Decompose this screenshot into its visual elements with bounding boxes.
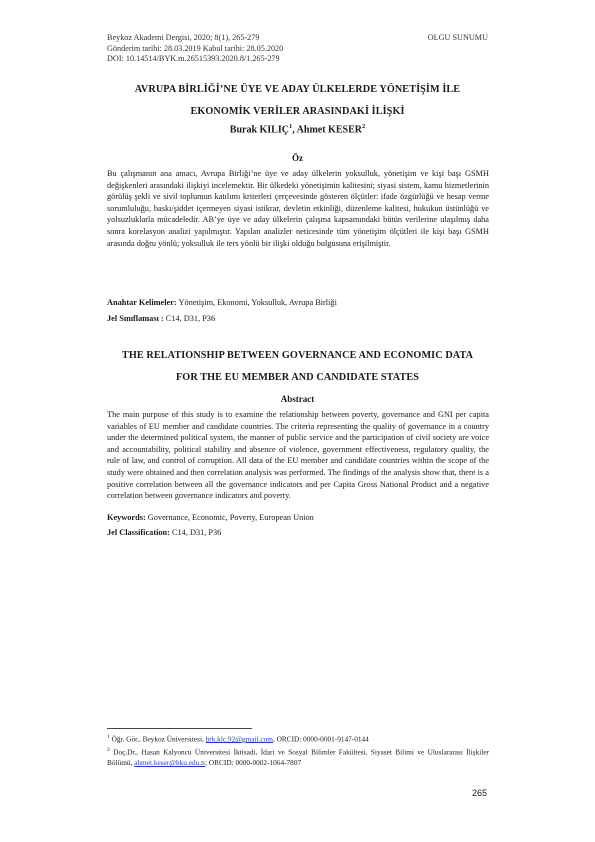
jel-en-label: Jel Classification: — [107, 528, 170, 537]
submission-dates: Gönderim tarihi: 28.03.2019 Kabul tarihi: 28.05.2020 — [107, 43, 284, 53]
abstract-en-heading: Abstract — [280, 394, 315, 404]
footnote-1: $^1$ Öğr. Gör., Beykoz Üniversitesi, brk.klc.92@gmail.com, ORCID: 0000-0001-9147-0144 — [107, 734, 369, 744]
author-1-footnote-mark[interactable]: 1 — [288, 123, 293, 130]
abstract-tr-text: Bu çalışmanın ana amacı, Avrupa Birliği’ne üye ve aday ülkelerin yoksulluk, yönetişim ve kişi başı GSMH değişkenleri arasındaki ilişkiyi incelemektir. Bir ülkedeki yönetişimin kalitesini; siyasi sistem, kamu hizmetlerinin görülüş şekli ve sivil toplumun katılımı kriterleri çerçevesinde gösteren ölçütler: ifade özgürlüğü ve hesap verme sorumluluğu, baskı/şiddet içermeyen siyasi istikrar, devletin etkinliği, düzenleme kalitesi, hukukun üstünlüğü ve yolsuzluklarla mücadeledir. AB’ye üye ve aday ülkelerin çalışma kapsamındaki bütün verilerine ulaşılmış daha sonra korelasyon analizi yapılmıştır. Yapılan analizler neticesinde tüm yönetişim ölçütleri ile kişi başı GSMH arasında doğru yönlü; yoksulluk ile ters yönlü bir ilişki olduğu bulgusuna erişilmiştir. — [107, 169, 489, 248]
jel-tr-value: C14, D31, P36 — [165, 314, 216, 323]
author-2: Ahmet KESER — [296, 124, 362, 136]
keywords-en-label: Keywords: — [107, 513, 146, 522]
title-turkish-line2: EKONOMİK VERİLER ARASINDAKİ İLİŞKİ — [190, 106, 405, 117]
author-1: Burak KILIÇ — [229, 124, 289, 136]
title-english-line2: FOR THE EU MEMBER AND CANDIDATE STATES — [175, 372, 420, 383]
keywords-tr-label: Anahtar Kelimeler: — [107, 298, 177, 307]
page-number: 265 — [471, 788, 487, 798]
journal-citation: Beykoz Akademi Dergisi, 2020; 8(1), 265-279 — [107, 33, 260, 42]
footnote-2: $^2$ Doç.Dr., Hasan Kalyoncu Üniversitesi İktisadi, İdari ve Sosyal Bilimler Fakültesi, Siyaset Bilimi ve Uluslararası İlişkiler Bölümü, ahmet.keser@hku.edu.tr, ORCID: 0000-0002-1064-7807 — [107, 747, 489, 768]
article-category: OLGU SUNUMU — [427, 33, 488, 42]
jel-tr-label: Jel Sınıflaması : — [107, 314, 164, 323]
title-turkish — [100, 79, 495, 123]
abstract-tr-heading: Öz — [292, 153, 303, 163]
author-2-footnote-mark[interactable]: 2 — [361, 123, 366, 130]
abstract-en-text: The main purpose of this study is to examine the relationship between poverty, governance and GNI per capita variables of EU member and candidate countries. The criteria representing the quality of governance in a country under the determined political system, the manner of public service and the participation of civil society are voice and accountability, political stability and absence of violence, government effectiveness, regulatory quality, the rule of law, and control of corruption. All data of the EU member and candidate countries within the scope of the study were obtained and then correlation analysis was performed. The findings of the analysis show that, there is a positive correlation between all the governance indicators and per Capita Gross National Product and a negative correlation between governance indicators and poverty. — [107, 410, 489, 501]
keywords-en-value: Governance, Economic, Poverty, European Union — [147, 513, 314, 522]
title-english — [100, 345, 495, 389]
jel-en — [107, 528, 489, 537]
author-2-email-link[interactable]: ahmet.keser@hku.edu.tr — [134, 758, 206, 768]
keywords-tr-value: Yönetişim, Ekonomi, Yoksulluk, Avrupa Birliği — [178, 298, 337, 307]
title-turkish-line1: AVRUPA BİRLİĞİ’NE ÜYE VE ADAY ÜLKELERDE YÖNETİŞİM İLE — [134, 84, 461, 95]
footnote-divider — [107, 728, 252, 729]
author-1-email-link[interactable]: brk.klc.92@gmail.com — [205, 734, 273, 744]
keywords-tr — [107, 298, 489, 307]
jel-en-value: C14, D31, P36 — [172, 528, 222, 537]
keywords-en — [107, 513, 489, 522]
title-english-line1: THE RELATIONSHIP BETWEEN GOVERNANCE AND ECONOMIC DATA — [121, 350, 474, 361]
journal-header — [107, 33, 283, 65]
doi: DOI: 10.14514/BYK.m.26515393.2020.8/1.265-279 — [107, 54, 280, 64]
authors: Burak KILIÇ$^1$, Ahmet KESER$^2$ — [229, 123, 366, 136]
jel-tr — [107, 314, 489, 323]
